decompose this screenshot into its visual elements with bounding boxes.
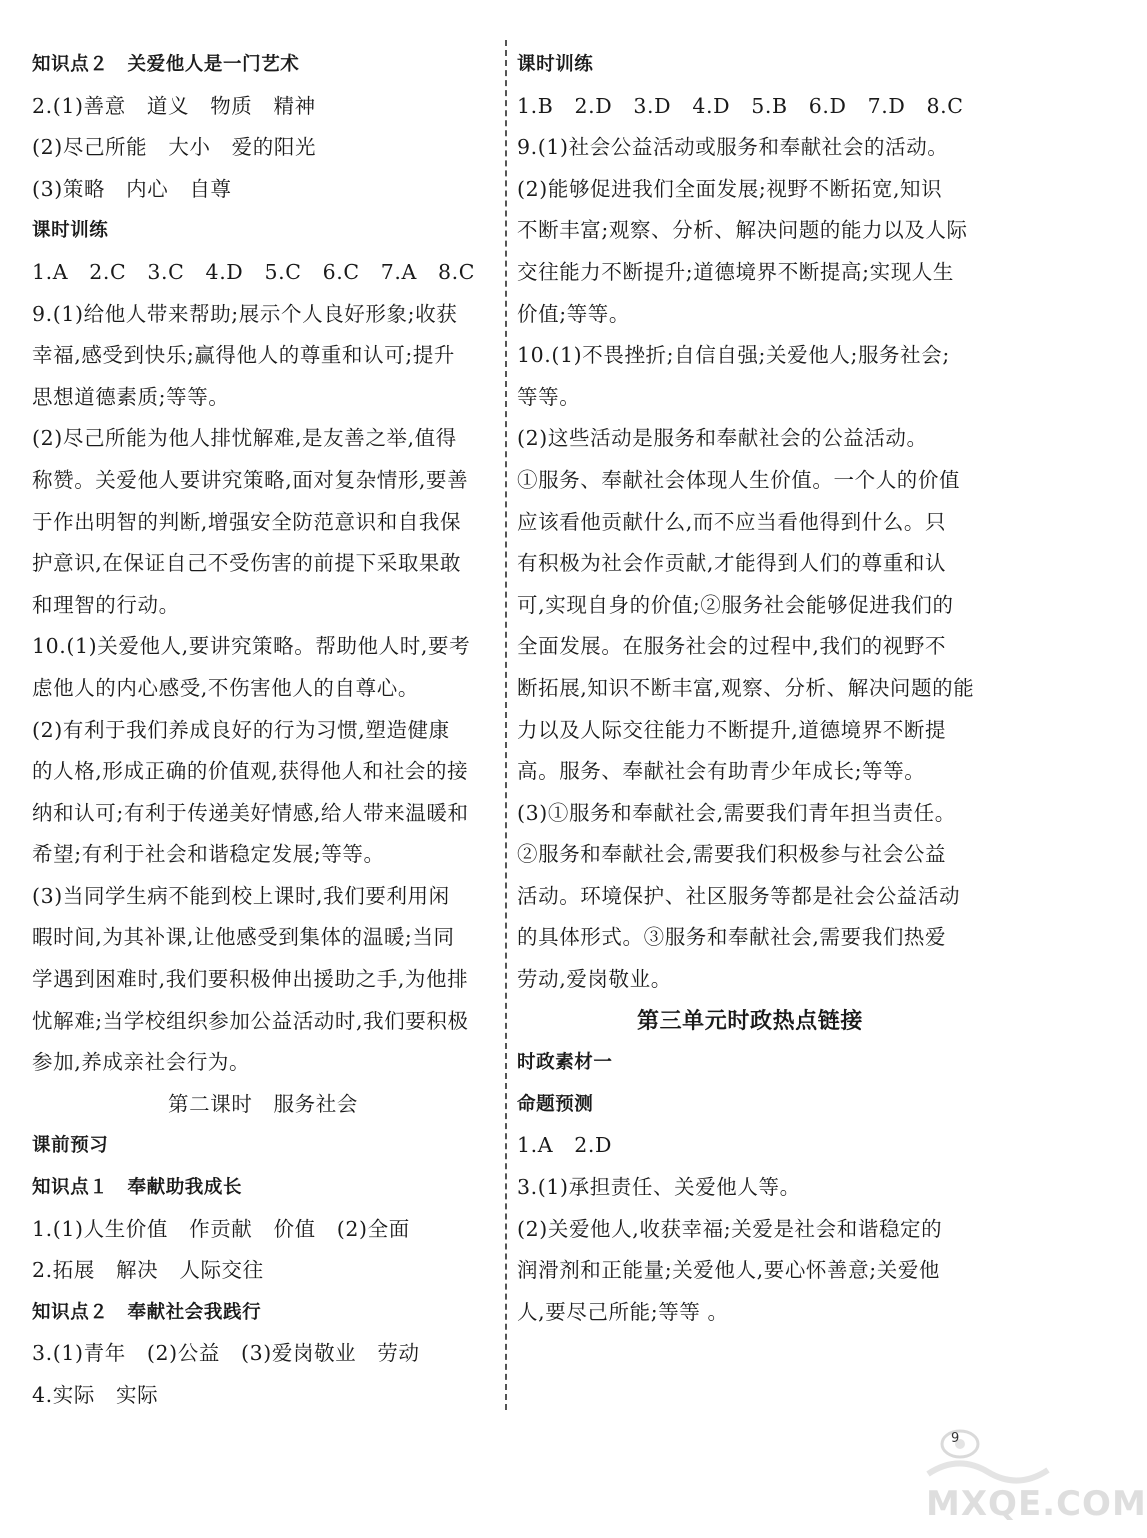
text-line: 9.(1)给他人带来帮助;展示个人良好形象;收获 (32, 301, 458, 326)
text-line: 2.拓展 解决 人际交往 (32, 1258, 264, 1283)
text-line: 纳和认可;有利于传递美好情感,给人带来温暖和 (32, 800, 469, 825)
text-line: 忧解难;当学校组织参加公益活动时,我们要积极 (32, 1008, 469, 1033)
heading: 知识点２ 奉献社会我践行 (32, 1301, 262, 1323)
text-line: 于作出明智的判断,增强安全防范意识和自我保 (32, 509, 462, 534)
text-line: 1.(1)人生价值 作贡献 价值 (2)全面 (32, 1216, 410, 1241)
text-line: (2)能够促进我们全面发展;视野不断拓宽,知识 (517, 176, 943, 201)
text-line: 暇时间,为其补课,让他感受到集体的温暖;当同 (32, 925, 455, 950)
text-line: (3)①服务和奉献社会,需要我们青年担当责任。 (517, 800, 956, 825)
text-line: 全面发展。在服务社会的过程中,我们的视野不 (517, 634, 947, 659)
text-line: 1.A 2.D (517, 1133, 613, 1158)
column-divider (505, 40, 507, 1410)
text-line: 9.(1)社会公益活动或服务和奉献社会的活动。 (517, 135, 949, 160)
left-column (32, 44, 494, 1417)
text-line: 3.(1)承担责任、关爱他人等。 (517, 1175, 801, 1200)
text-line: 称赞。关爱他人要讲究策略,面对复杂情形,要善 (32, 467, 469, 492)
heading: 命题预测 (517, 1093, 594, 1115)
text-line: 润滑剂和正能量;关爱他人,要心怀善意;关爱他 (517, 1258, 941, 1283)
text-line: 1.A 2.C 3.C 4.D 5.C 6.C 7.A 8.C (32, 259, 476, 284)
heading: 知识点１ 奉献助我成长 (32, 1177, 243, 1199)
text-line: 不断丰富;观察、分析、解决问题的能力以及人际 (517, 218, 968, 243)
text-line: (2)这些活动是服务和奉献社会的公益活动。 (517, 426, 928, 451)
text-line: 4.实际 实际 (32, 1383, 159, 1407)
text-line: (3)策略 内心 自尊 (32, 176, 232, 201)
text-line: 可,实现自身的价值;②服务社会能够促进我们的 (517, 592, 954, 617)
watermark-logo (918, 1424, 1147, 1534)
page-number: 9 (951, 1431, 960, 1446)
heading: 课时训练 (517, 54, 594, 75)
text-line: (2)关爱他人,收获幸福;关爱是社会和谐稳定的 (517, 1216, 943, 1241)
heading: 课前预习 (32, 1135, 109, 1157)
text-line: ②服务和奉献社会,需要我们积极参与社会公益 (517, 842, 947, 867)
text-line: (2)尽己所能为他人排忧解难,是友善之举,值得 (32, 426, 457, 451)
text-line: 护意识,在保证自己不受伤害的前提下采取果敢 (32, 551, 462, 576)
unit-title: 第三单元时政热点链接 (636, 1008, 863, 1034)
text-line: (3)当同学生病不能到校上课时,我们要利用闲 (32, 883, 450, 908)
text-line: 希望;有利于社会和谐稳定发展;等等。 (32, 842, 385, 867)
text-line: 劳动,爱岗敬业。 (517, 967, 672, 992)
text-line: ①服务、奉献社会体现人生价值。一个人的价值 (517, 467, 961, 492)
text-line: 10.(1)不畏挫折;自信自强;关爱他人;服务社会; (517, 343, 950, 368)
right-column (517, 44, 983, 1333)
watermark-text: MXQE.COM (926, 1484, 1147, 1524)
text-line: 参加,养成亲社会行为。 (32, 1050, 251, 1075)
text-line: 的具体形式。③服务和奉献社会,需要我们热爱 (517, 925, 947, 950)
section-title: 第二课时 服务社会 (168, 1091, 358, 1116)
text-line: 的人格,形成正确的价值观,获得他人和社会的接 (32, 759, 469, 784)
text-line: 力以及人际交往能力不断提升,道德境界不断提 (517, 717, 947, 742)
text-line: 2.(1)善意 道义 物质 精神 (32, 93, 316, 118)
text-line: 交往能力不断提升;道德境界不断提高;实现人生 (517, 259, 955, 284)
text-line: 1.B 2.D 3.D 4.D 5.B 6.D 7.D 8.C (517, 93, 964, 118)
text-line: 有积极为社会作贡献,才能得到人们的尊重和认 (517, 551, 947, 576)
text-line: 10.(1)关爱他人,要讲究策略。帮助他人时,要考 (32, 634, 471, 659)
text-line: 断拓展,知识不断丰富,观察、分析、解决问题的能 (517, 675, 975, 700)
heading: 知识点２ 关爱他人是一门艺术 (32, 54, 300, 75)
text-line: 价值;等等。 (517, 301, 631, 326)
text-line: 虑他人的内心感受,不伤害他人的自尊心。 (32, 675, 419, 700)
heading: 课时训练 (32, 220, 109, 242)
text-line: 应该看他贡献什么,而不应当看他得到什么。只 (517, 509, 947, 534)
text-line: 等等。 (517, 384, 581, 409)
text-line: (2)有利于我们养成良好的行为习惯,塑造健康 (32, 717, 450, 742)
text-line: 和理智的行动。 (32, 592, 180, 617)
text-line: 活动。环境保护、社区服务等都是社会公益活动 (517, 883, 961, 908)
text-line: 高。服务、奉献社会有助青少年成长;等等。 (517, 759, 926, 784)
text-line: 学遇到困难时,我们要积极伸出援助之手,为他排 (32, 967, 469, 992)
text-line: 幸福,感受到快乐;赢得他人的尊重和认可;提升 (32, 343, 456, 368)
heading: 时政素材一 (517, 1052, 613, 1074)
text-line: (2)尽己所能 大小 爱的阳光 (32, 135, 317, 160)
text-line: 人,要尽己所能;等等 。 (517, 1299, 729, 1324)
text-line: 思想道德素质;等等。 (32, 384, 230, 409)
text-line: 3.(1)青年 (2)公益 (3)爱岗敬业 劳动 (32, 1341, 420, 1366)
